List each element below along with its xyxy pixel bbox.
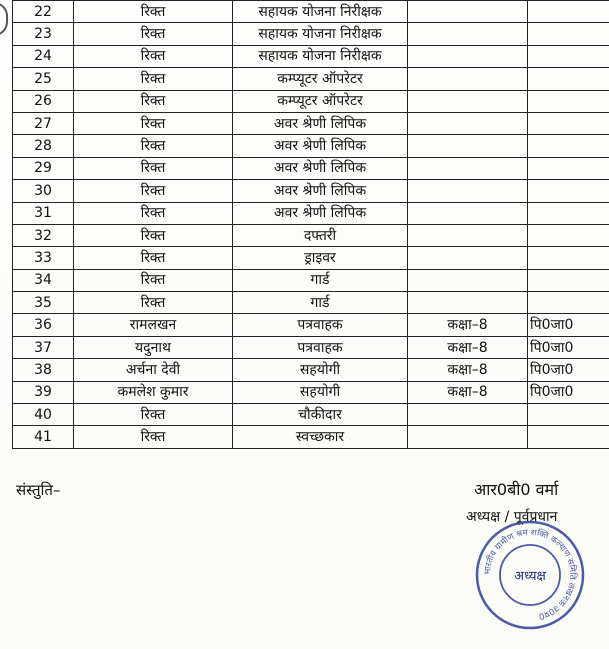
name-cell: रामलखन <box>74 314 233 336</box>
punch-hole-mark <box>0 2 8 36</box>
table-row <box>13 381 609 403</box>
serial-cell: 29 <box>13 157 74 179</box>
post-cell: दफ्तरी <box>233 224 408 246</box>
qualification-cell <box>408 292 528 314</box>
official-seal <box>474 519 586 631</box>
category-cell <box>528 90 609 112</box>
table-row <box>13 269 609 291</box>
name-cell: रिक्त <box>74 157 233 179</box>
name-cell: रिक्त <box>74 180 233 202</box>
category-cell: पि0जा0 <box>528 336 609 358</box>
serial-cell: 22 <box>13 1 74 23</box>
serial-cell: 36 <box>13 314 74 336</box>
table-row <box>13 90 609 112</box>
post-cell: स्वच्छकार <box>233 426 408 448</box>
name-cell: रिक्त <box>74 404 233 426</box>
qualification-cell <box>408 224 528 246</box>
qualification-cell: कक्षा–8 <box>408 359 528 381</box>
table-row <box>13 45 609 67</box>
table-row <box>13 112 609 134</box>
category-cell: पि0जा0 <box>528 381 609 403</box>
category-cell <box>528 1 609 23</box>
table-row <box>13 224 609 246</box>
name-cell: रिक्त <box>74 202 233 224</box>
recommendation-label: संस्तुति– <box>16 481 61 499</box>
serial-cell: 32 <box>13 224 74 246</box>
table-row <box>13 157 609 179</box>
post-cell: कम्प्यूटर ऑपरेटर <box>233 68 408 90</box>
category-cell <box>528 269 609 291</box>
qualification-cell <box>408 202 528 224</box>
name-cell: रिक्त <box>74 112 233 134</box>
serial-cell: 33 <box>13 247 74 269</box>
name-cell: रिक्त <box>74 224 233 246</box>
table-row <box>13 135 609 157</box>
post-cell: सहयोगी <box>233 359 408 381</box>
qualification-cell <box>408 45 528 67</box>
table-row <box>13 292 609 314</box>
qualification-cell <box>408 426 528 448</box>
category-cell <box>528 68 609 90</box>
name-cell: रिक्त <box>74 269 233 291</box>
signatory-name: आर0बी0 वर्मा <box>474 480 559 499</box>
category-cell <box>528 112 609 134</box>
post-cell: सहायक योजना निरीक्षक <box>233 1 408 23</box>
name-cell: रिक्त <box>74 90 233 112</box>
qualification-cell: कक्षा–8 <box>408 381 528 403</box>
category-cell <box>528 45 609 67</box>
serial-cell: 28 <box>13 135 74 157</box>
serial-cell: 27 <box>13 112 74 134</box>
table-row <box>13 336 609 358</box>
name-cell: रिक्त <box>74 135 233 157</box>
table-row <box>13 202 609 224</box>
category-cell <box>528 247 609 269</box>
qualification-cell <box>408 68 528 90</box>
serial-cell: 40 <box>13 404 74 426</box>
name-cell: रिक्त <box>74 426 233 448</box>
table-row <box>13 180 609 202</box>
name-cell: रिक्त <box>74 68 233 90</box>
table-row <box>13 404 609 426</box>
post-cell: चौकीदार <box>233 404 408 426</box>
post-cell: अवर श्रेणी लिपिक <box>233 202 408 224</box>
name-cell: यदुनाथ <box>74 336 233 358</box>
table-row <box>13 1 609 23</box>
qualification-cell <box>408 157 528 179</box>
post-cell: सहायक योजना निरीक्षक <box>233 45 408 67</box>
qualification-cell: कक्षा–8 <box>408 314 528 336</box>
table-row <box>13 314 609 336</box>
name-cell: अर्चना देवी <box>74 359 233 381</box>
staff-table-body <box>13 1 609 449</box>
table-row <box>13 426 609 448</box>
post-cell: गार्ड <box>233 269 408 291</box>
name-cell: रिक्त <box>74 23 233 45</box>
category-cell <box>528 157 609 179</box>
qualification-cell <box>408 112 528 134</box>
name-cell: रिक्त <box>74 1 233 23</box>
category-cell <box>528 224 609 246</box>
category-cell: पि0जा0 <box>528 359 609 381</box>
post-cell: ड्राइवर <box>233 247 408 269</box>
name-cell: रिक्त <box>74 247 233 269</box>
post-cell: अवर श्रेणी लिपिक <box>233 135 408 157</box>
serial-cell: 31 <box>13 202 74 224</box>
category-cell <box>528 292 609 314</box>
category-cell <box>528 426 609 448</box>
serial-cell: 41 <box>13 426 74 448</box>
seal-ring-text: भारतीय ग्रामीण श्रम शक्ति कल्याण समिति लखनऊ उ0प्र0 <box>482 527 578 621</box>
post-cell: अवर श्रेणी लिपिक <box>233 180 408 202</box>
serial-cell: 34 <box>13 269 74 291</box>
signatory-title: अध्यक्ष / पूर्वप्रधान <box>466 509 558 525</box>
qualification-cell <box>408 269 528 291</box>
table-row <box>13 23 609 45</box>
serial-cell: 35 <box>13 292 74 314</box>
qualification-cell <box>408 23 528 45</box>
qualification-cell <box>408 404 528 426</box>
qualification-cell <box>408 1 528 23</box>
category-cell <box>528 180 609 202</box>
category-cell <box>528 23 609 45</box>
serial-cell: 39 <box>13 381 74 403</box>
post-cell: सहायक योजना निरीक्षक <box>233 23 408 45</box>
post-cell: पत्रवाहक <box>233 314 408 336</box>
staff-table <box>12 0 609 449</box>
serial-cell: 30 <box>13 180 74 202</box>
post-cell: गार्ड <box>233 292 408 314</box>
category-cell <box>528 202 609 224</box>
category-cell <box>528 404 609 426</box>
table-row <box>13 68 609 90</box>
serial-cell: 23 <box>13 23 74 45</box>
name-cell: रिक्त <box>74 292 233 314</box>
post-cell: अवर श्रेणी लिपिक <box>233 112 408 134</box>
qualification-cell <box>408 90 528 112</box>
qualification-cell <box>408 180 528 202</box>
qualification-cell <box>408 135 528 157</box>
post-cell: अवर श्रेणी लिपिक <box>233 157 408 179</box>
name-cell: कमलेश कुमार <box>74 381 233 403</box>
table-row <box>13 359 609 381</box>
serial-cell: 24 <box>13 45 74 67</box>
post-cell: कम्प्यूटर ऑपरेटर <box>233 90 408 112</box>
category-cell: पि0जा0 <box>528 314 609 336</box>
seal-center-text: अध्यक्ष <box>514 569 546 584</box>
serial-cell: 25 <box>13 68 74 90</box>
serial-cell: 37 <box>13 336 74 358</box>
name-cell: रिक्त <box>74 45 233 67</box>
serial-cell: 38 <box>13 359 74 381</box>
qualification-cell <box>408 247 528 269</box>
post-cell: पत्रवाहक <box>233 336 408 358</box>
table-row <box>13 247 609 269</box>
category-cell <box>528 135 609 157</box>
qualification-cell: कक्षा–8 <box>408 336 528 358</box>
post-cell: सहयोगी <box>233 381 408 403</box>
serial-cell: 26 <box>13 90 74 112</box>
